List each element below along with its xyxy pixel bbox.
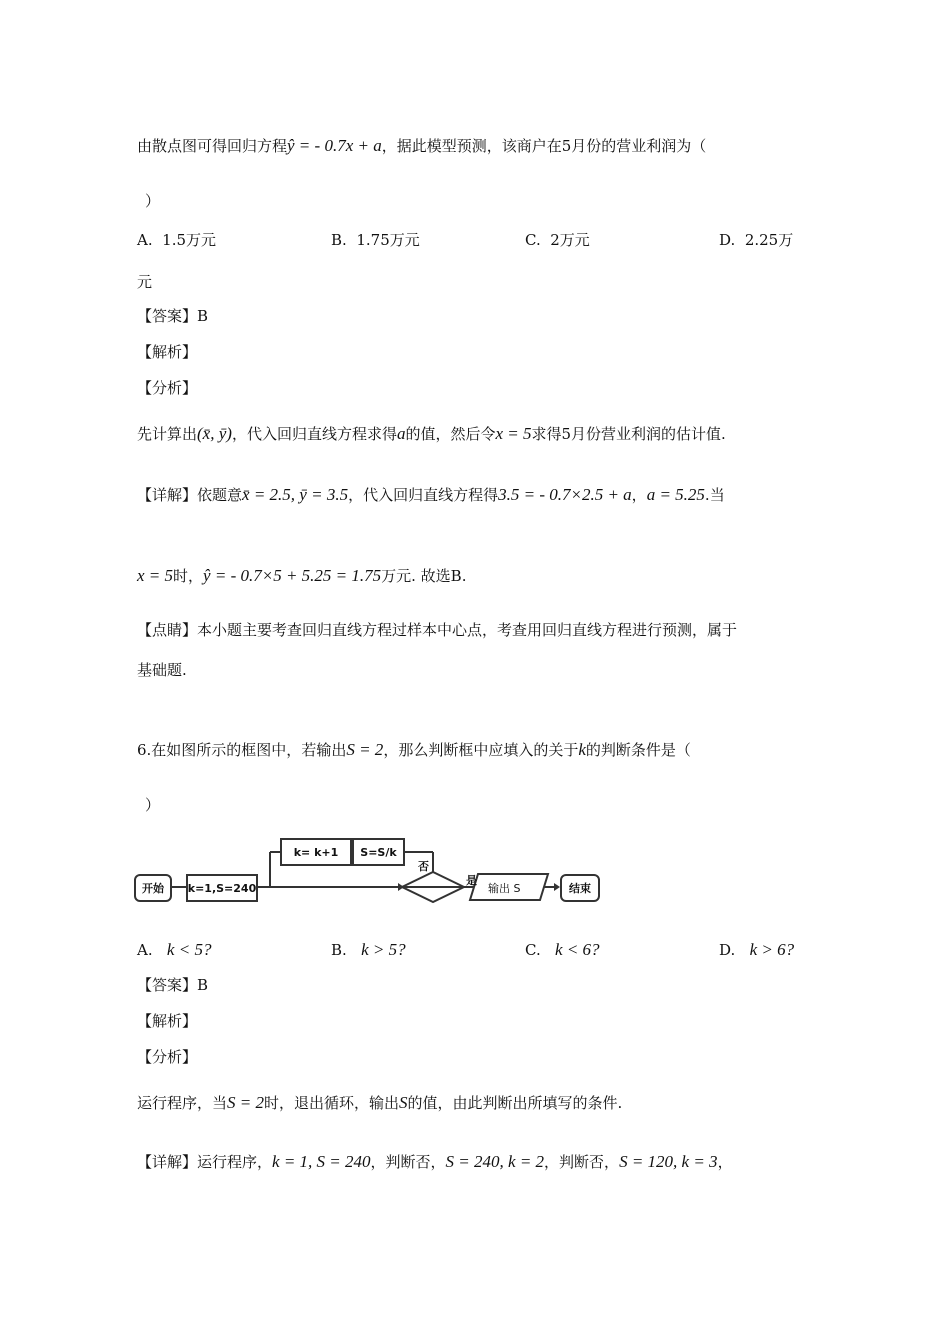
flowchart-yes-label: 是 [466, 874, 477, 887]
q5-option-a: A. 1.5万元 [137, 231, 217, 249]
q5-option-d: D. 2.25万 [719, 231, 794, 249]
q6-option-d: D. k > 6? [719, 940, 795, 959]
q6-fenxi-text: 运行程序，当S = 2时，退出循环，输出S的值，由此判断出所填写的条件. [137, 1093, 623, 1112]
decision-diamond [402, 872, 464, 902]
q6-answer: 【答案】B [137, 976, 209, 994]
q5-option-d-wrap: 元 [137, 273, 153, 291]
flowchart-divide: S=S/k [352, 838, 405, 866]
q6-option-b: B. k > 5? [331, 940, 406, 959]
flowchart-end: 结束 [560, 874, 600, 902]
q5-option-b: B. 1.75万元 [331, 231, 420, 249]
flowchart-start: 开始 [134, 874, 172, 902]
flowchart-no-label: 否 [418, 860, 429, 873]
flowchart-output: 输出 S [488, 882, 521, 895]
q6-stem: 6.在如图所示的框图中，若输出S = 2，那么判断框中应填入的关于k的判断条件是（ [137, 740, 691, 759]
q6-fenxi-tag: 【分析】 [137, 1048, 198, 1066]
q5-detail-line1: 【详解】依题意x̄ = 2.5, ȳ = 3.5，代入回归直线方程得3.5 = - 0.7×2.5 + a，a = 5.25.当 [137, 485, 725, 504]
q5-detail-line2: x = 5时，ŷ = - 0.7×5 + 5.25 = 1.75万元. 故选B. [137, 566, 467, 585]
flowchart-init: k=1,S=240 [186, 874, 258, 902]
q5-dianjing: 【点睛】本小题主要考查回归直线方程过样本中心点，考查用回归直线方程进行预测，属于 [137, 621, 738, 639]
q5-fenxi-tag: 【分析】 [137, 379, 198, 397]
q5-stem-close: ） [145, 192, 161, 210]
flowchart [130, 830, 610, 910]
q6-analysis-tag: 【解析】 [137, 1012, 198, 1030]
q6-stem-close: ） [145, 796, 161, 814]
q5-answer: 【答案】B [137, 307, 209, 325]
q5-analysis-tag: 【解析】 [137, 343, 198, 361]
flowchart-increment: k= k+1 [280, 838, 352, 866]
q5-dianjing-wrap: 基础题. [137, 661, 187, 679]
regression-formula: ŷ = - 0.7x + a [287, 136, 382, 155]
q6-detail: 【详解】运行程序，k = 1, S = 240，判断否，S = 240, k = 2，判断否，S = 120, k = 3， [137, 1152, 733, 1171]
q6-option-c: C. k < 6? [525, 940, 600, 959]
q5-option-c: C. 2万元 [525, 231, 590, 249]
q5-fenxi-text: 先计算出(x̄, ȳ)，代入回归直线方程求得a的值，然后令x = 5求得5月份营业利润的估计值. [137, 424, 726, 443]
q6-option-a: A. k < 5? [137, 940, 212, 959]
q5-stem: 由散点图可得回归方程ŷ = - 0.7x + a，据此模型预测，该商户在5月份的营业利润为（ [137, 136, 707, 155]
